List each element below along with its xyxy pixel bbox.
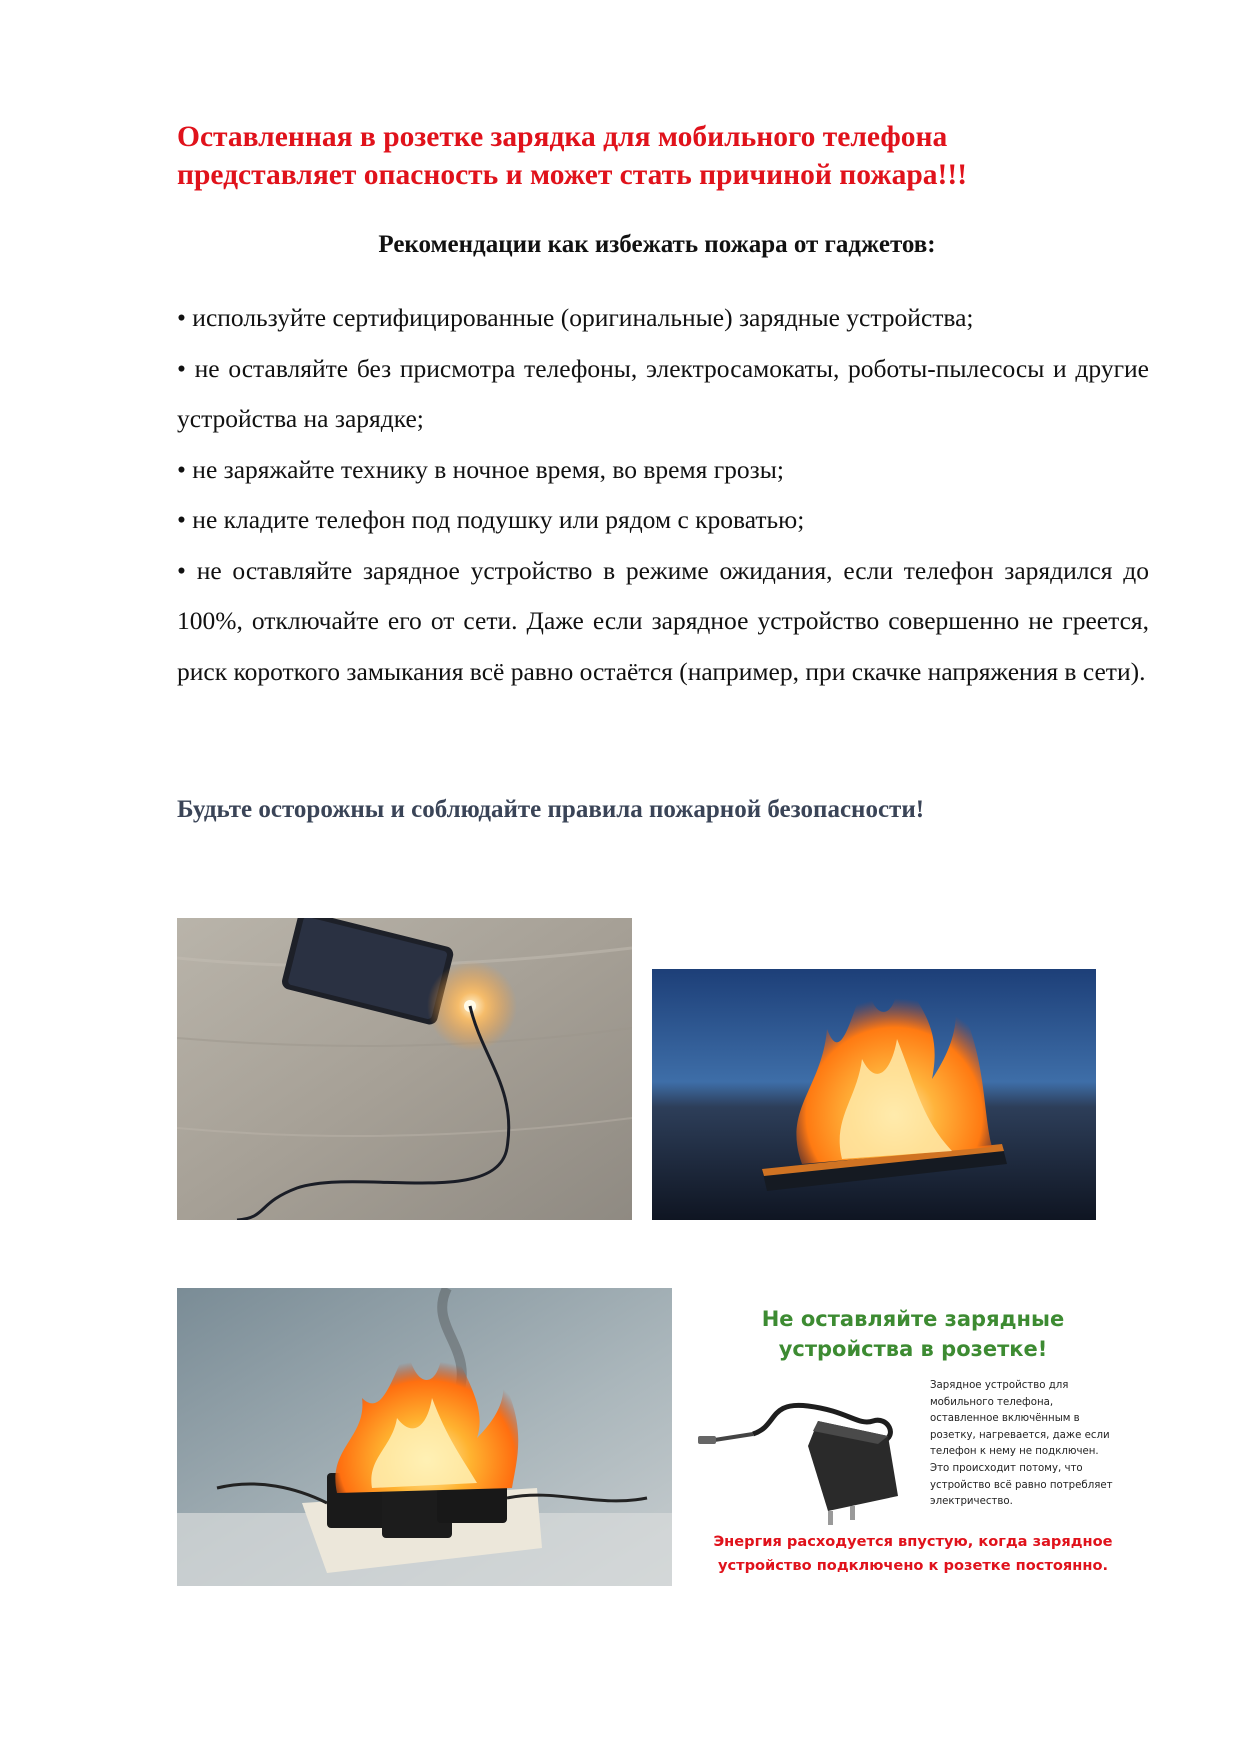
- poster-footer: Энергия расходуется впустую, когда зарядное устройство подключено к розетке постоянно.: [713, 1533, 1113, 1574]
- poster-heading: Не оставляйте зарядные устройства в розетке!: [761, 1307, 1065, 1361]
- list-item: • не оставляйте зарядное устройство в режиме ожидания, если телефон зарядился до 100%, отключайте его от сети. Даже если зарядное устройство совершенно не греется, риск короткого замыкания всё равно остаётся (например, при скачке напряжения в сети).: [177, 555, 1149, 686]
- page-title: [177, 118, 1137, 194]
- charger-warning-poster: [690, 1288, 1136, 1588]
- list-item: • не оставляйте без присмотра телефоны, электросамокаты, роботы-пылесосы и другие устройства на зарядке;: [177, 353, 1149, 433]
- charger-icon: [698, 1386, 928, 1526]
- title-line-1: Оставленная в розетке зарядка для мобильного телефона: [177, 121, 948, 153]
- photo-burning-chargers: [177, 1288, 672, 1586]
- list-item: • используйте сертифицированные (оригинальные) зарядные устройства;: [177, 303, 974, 332]
- poster-body: Зарядное устройство для мобильного телефона, оставленное включённым в розетку, нагревается, даже если телефон к нему не подключен. Это происходит потому, что устройство всё равно потребляет электричество.: [930, 1380, 1113, 1508]
- recommendations-list: [177, 293, 1149, 697]
- closing-text: Будьте осторожны и соблюдайте правила пожарной безопасности!: [177, 796, 925, 823]
- title-line-2: представляет опасность и может стать причиной пожара!!!: [177, 159, 968, 191]
- photo-burning-phone: [652, 969, 1096, 1220]
- list-item: • не заряжайте технику в ночное время, во время грозы;: [177, 454, 784, 484]
- photo-phone-charging-spark: [177, 918, 632, 1220]
- list-item: • не кладите телефон под подушку или рядом с кроватью;: [177, 505, 805, 534]
- recommendations-heading: Рекомендации как избежать пожара от гаджетов:: [378, 231, 936, 258]
